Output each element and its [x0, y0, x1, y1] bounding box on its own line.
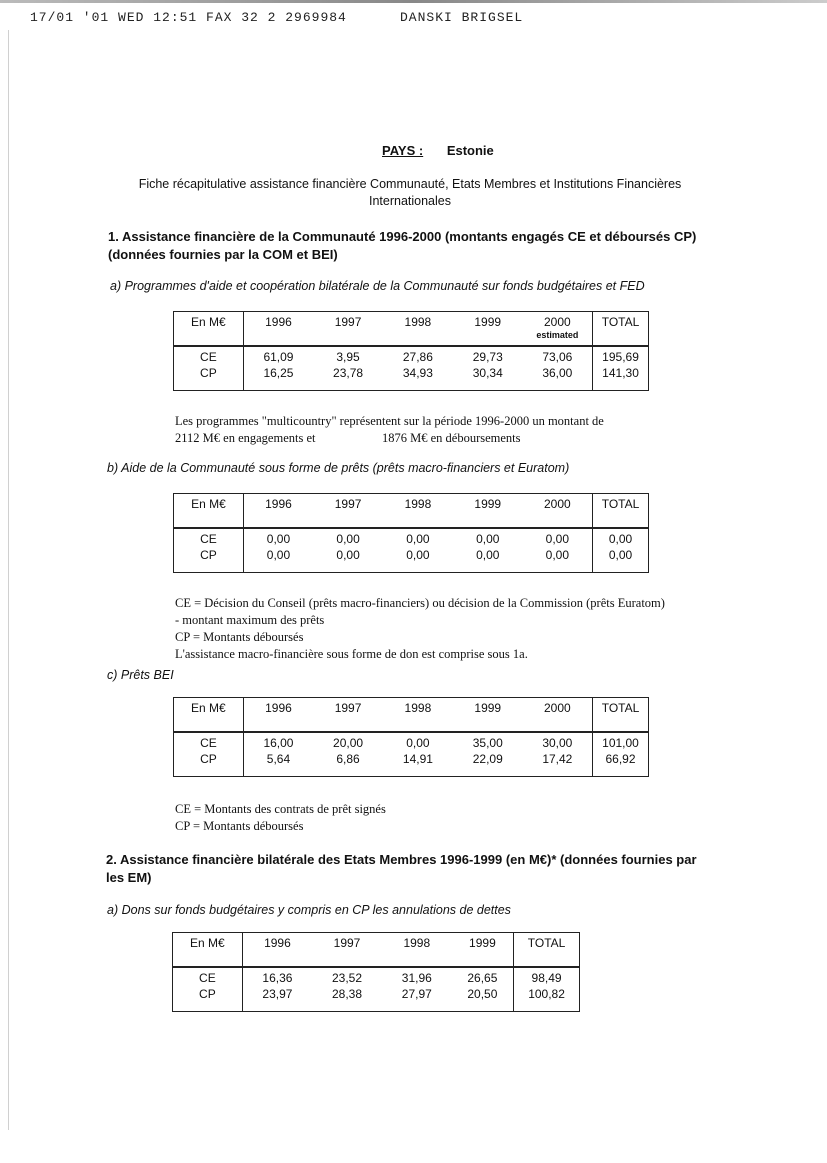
table-cell: 17,42: [542, 752, 573, 766]
table-cell: 20,00: [333, 736, 364, 750]
table-cell: 0,00: [406, 736, 430, 750]
header-cell: 1997: [313, 312, 383, 347]
section2a-title: a) Dons sur fonds budgétaires y compris en CP les annulations de dettes: [107, 903, 511, 917]
header-cell: 1997: [312, 933, 382, 968]
table-cell: 73,06: [542, 350, 573, 364]
table-row: [174, 346, 649, 366]
total-cell: 101,00: [593, 732, 649, 752]
table-cell: 26,65: [467, 971, 498, 985]
table-cell: 0,00: [406, 548, 430, 562]
header-cell: En M€: [174, 494, 244, 529]
header-cell: 1996: [243, 494, 313, 529]
loan-note-macro: L'assistance macro-financière sous forme de don est comprise sous 1a.: [175, 647, 528, 661]
table-cell: 0,00: [406, 532, 430, 546]
row-label: CP: [173, 987, 243, 1012]
table-cell: 0,00: [336, 532, 360, 546]
total-cell: 98,49: [514, 967, 580, 987]
row-label: CP: [174, 752, 244, 777]
row-label: CE: [174, 528, 244, 548]
table-1b: [173, 493, 649, 573]
table-row: [173, 987, 580, 1012]
table-cell: 6,86: [336, 752, 360, 766]
table-cell: 0,00: [266, 532, 291, 546]
total-cell: 195,69: [593, 346, 649, 366]
section1a-title: a) Programmes d'aide et coopération bilatérale de la Communauté sur fonds budgétaires et FED: [110, 279, 645, 293]
header-cell: TOTAL: [593, 494, 649, 529]
header-cell: 1999: [452, 933, 514, 968]
table-cell: 5,64: [266, 752, 291, 766]
header-cell: En M€: [174, 312, 244, 347]
header-cell: 1996: [243, 698, 313, 733]
multicountry-note-commitments: 2112 M€ en engagements et: [175, 431, 316, 445]
multicountry-note-disbursements: 1876 M€ en déboursements: [382, 431, 521, 445]
table-cell: 20,50: [467, 987, 498, 1001]
header-cell: TOTAL: [593, 698, 649, 733]
table-cell: 0,00: [545, 532, 570, 546]
header-cell: 1999: [453, 698, 523, 733]
header-cell: En M€: [173, 933, 243, 968]
header-cell: 2000: [523, 494, 593, 529]
header-cell: TOTAL: [514, 933, 580, 968]
header-cell: 1997: [313, 494, 383, 529]
loan-note-cp: CP = Montants déboursés: [175, 630, 304, 644]
document-subtitle: Fiche récapitulative assistance financière Communauté, Etats Membres et Institutions Financières Internationales: [138, 177, 682, 208]
table-cell: 36,00: [542, 366, 573, 380]
section1c-title: c) Prêts BEI: [107, 668, 174, 682]
table-header-row: [174, 494, 649, 529]
table-1a: [173, 311, 649, 391]
header-year: 2000: [544, 315, 571, 329]
table-cell: 28,38: [331, 987, 363, 1001]
header-cell: 1996: [242, 933, 312, 968]
table-cell: 0,00: [476, 532, 500, 546]
country-label: PAYS :: [382, 143, 424, 158]
table-cell: 0,00: [336, 548, 360, 562]
table-header-row: [174, 698, 649, 733]
table-header-row: [173, 933, 580, 968]
header-cell: 1999: [453, 312, 523, 347]
table-cell: 30,00: [542, 736, 573, 750]
section2-heading: 2. Assistance financière bilatérale des Etats Membres 1996-1999 (en M€)* (données fournies par les EM): [106, 852, 697, 885]
table-2a: [172, 932, 580, 1012]
table-cell: 34,93: [402, 366, 433, 380]
header-cell: 1998: [383, 698, 453, 733]
header-cell: 1998: [382, 933, 452, 968]
table-cell: 23,97: [262, 987, 293, 1001]
country-heading: [382, 143, 494, 158]
table-row: [174, 528, 649, 548]
table-row: [173, 967, 580, 987]
table-cell: 16,36: [262, 971, 293, 985]
header-cell: TOTAL: [593, 312, 649, 347]
table-cell: 3,95: [336, 350, 360, 364]
table-cell: 61,09: [263, 350, 294, 364]
section1b-title: b) Aide de la Communauté sous forme de prêts (prêts macro-financiers et Euratom): [107, 461, 570, 475]
table-cell: 0,00: [266, 548, 291, 562]
table-cell: 31,96: [401, 971, 432, 985]
table-cell: 16,25: [263, 366, 294, 380]
table-cell: 16,00: [263, 736, 294, 750]
header-cell: 1999: [453, 494, 523, 529]
fax-top-edge: [0, 0, 827, 3]
scan-margin-line: [8, 30, 9, 1130]
estimated-note: estimated: [536, 330, 579, 340]
table-cell: 30,34: [472, 366, 503, 380]
total-cell: 66,92: [593, 752, 649, 777]
table-header-row: [174, 312, 649, 347]
row-label: CP: [174, 366, 244, 391]
table-cell: 14,91: [402, 752, 433, 766]
fax-header-middle: DANSKI BRIGSEL: [400, 10, 524, 25]
table-row: [174, 732, 649, 752]
table-cell: 35,00: [472, 736, 503, 750]
table-cell: 27,86: [402, 350, 433, 364]
total-cell: 0,00: [593, 528, 649, 548]
total-cell: 0,00: [593, 548, 649, 573]
table-cell: 0,00: [476, 548, 500, 562]
table-cell: 23,52: [331, 971, 363, 985]
header-cell: 1998: [383, 494, 453, 529]
table-cell: 22,09: [472, 752, 503, 766]
country-name: Estonie: [446, 143, 494, 158]
eib-note-cp: CP = Montants déboursés: [175, 819, 304, 833]
multicountry-note-line1: Les programmes "multicountry" représentent sur la période 1996-2000 un montant de: [175, 414, 604, 428]
table-cell: 0,00: [545, 548, 570, 562]
table-cell: 29,73: [472, 350, 503, 364]
table-cell: 27,97: [401, 987, 432, 1001]
header-cell: 1996: [243, 312, 313, 347]
row-label: CE: [174, 732, 244, 752]
header-cell: 1997: [313, 698, 383, 733]
header-cell-2000: [523, 312, 593, 347]
eib-note-ce: CE = Montants des contrats de prêt signés: [175, 802, 386, 816]
fax-header: [30, 10, 524, 25]
table-row: [174, 548, 649, 573]
total-cell: 141,30: [593, 366, 649, 391]
header-cell: 1998: [383, 312, 453, 347]
row-label: CE: [173, 967, 243, 987]
total-cell: 100,82: [514, 987, 580, 1012]
table-cell: 23,78: [333, 366, 364, 380]
row-label: CE: [174, 346, 244, 366]
loan-note-ce: CE = Décision du Conseil (prêts macro-financiers) ou décision de la Commission (prêts Euratom): [175, 596, 665, 610]
table-1c: [173, 697, 649, 777]
table-row: [174, 752, 649, 777]
header-cell: En M€: [174, 698, 244, 733]
row-label: CP: [174, 548, 244, 573]
fax-header-left: 17/01 '01 WED 12:51 FAX 32 2 2969984: [30, 10, 347, 25]
loan-note-max: - montant maximum des prêts: [175, 613, 325, 627]
section1-heading: 1. Assistance financière de la Communauté 1996-2000 (montants engagés CE et déboursés CP) (données fournies par la COM et BEI): [108, 229, 697, 262]
header-cell: 2000: [523, 698, 593, 733]
table-row: [174, 366, 649, 391]
